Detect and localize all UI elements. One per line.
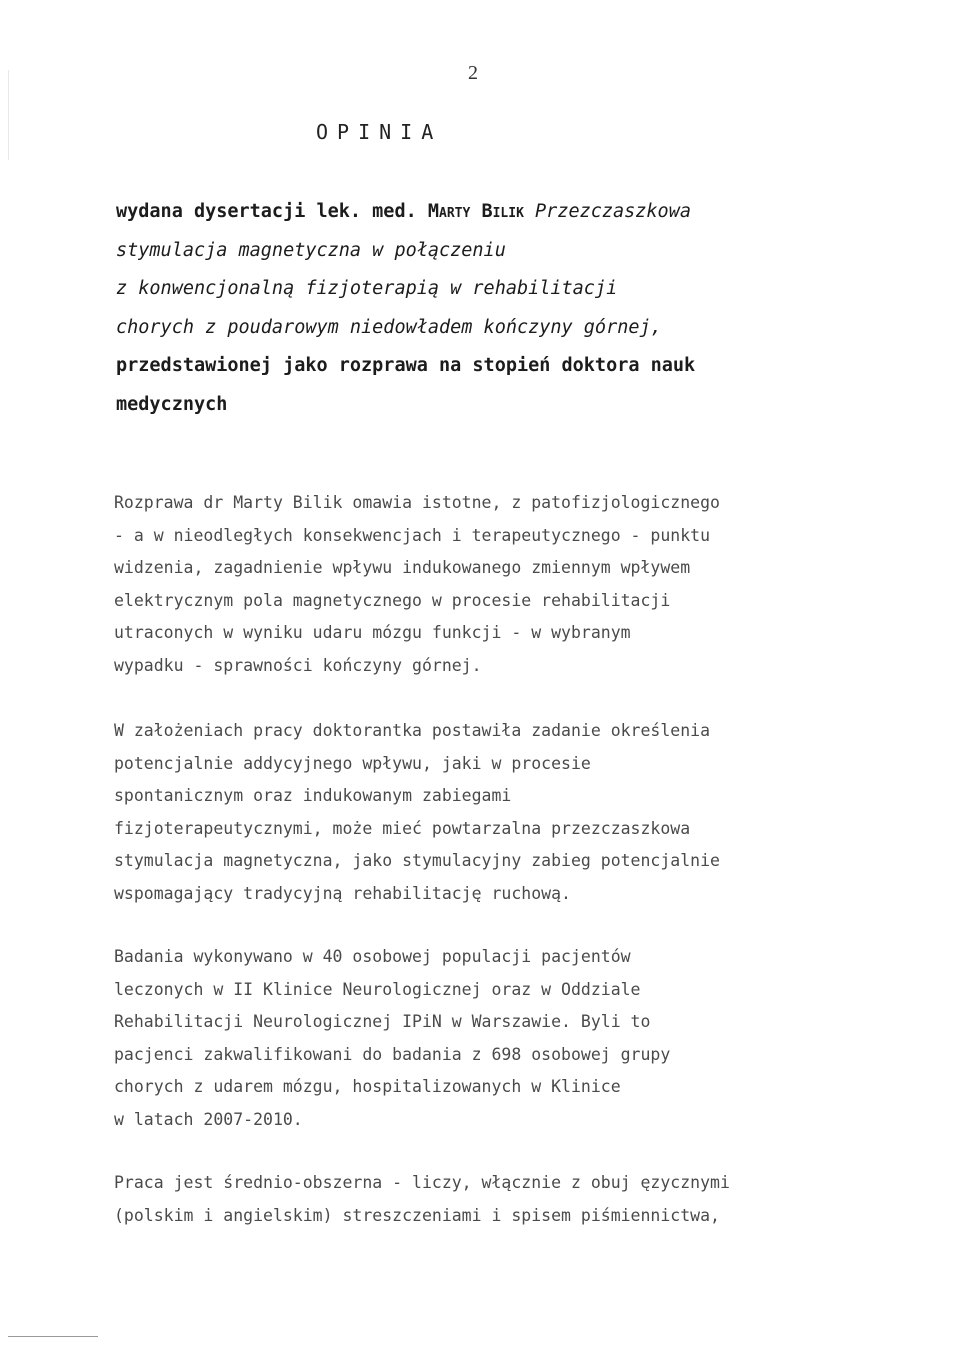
paragraph-line: elektrycznym pola magnetycznego w procesie rehabilitacji [114, 590, 671, 610]
paragraph-line: stymulacja magnetyczna, jako stymulacyjny zabieg potencjalnie [114, 851, 720, 870]
heading-line-1-start: wydana dysertacji lek. med. [116, 201, 428, 222]
paragraph-3 [114, 941, 854, 1136]
paragraph-line: w latach 2007-2010. [114, 1109, 303, 1129]
paragraph-line: Badania wykonywano w 40 osobowej populacji pacjentów [114, 947, 631, 966]
scan-edge-mark [8, 70, 9, 160]
footer-rule [8, 1336, 98, 1337]
heading-line-1-end: Przezczaszkowa [523, 201, 691, 222]
paragraph-2 [114, 715, 854, 910]
paragraph-line: chorych z udarem mózgu, hospitalizowanych w Klinice [114, 1077, 621, 1096]
author-name: Marty Bilik [427, 201, 524, 222]
paragraph-line: potencjalnie addycyjnego wpływu, jaki w procesie [114, 753, 591, 773]
heading-line-2: stymulacja magnetyczna w połączeniu [116, 239, 506, 261]
paragraph-line: wspomagający tradycyjną rehabilitację ruchową. [114, 883, 571, 903]
paragraph-line: pacjenci zakwalifikowani do badania z 698 osobowej grupy [114, 1044, 671, 1064]
paragraph-line: W założeniach pracy doktorantka postawiła zadanie określenia [114, 721, 711, 740]
paragraph-line: (polskim i angielskim) streszczeniami i spisem piśmiennictwa, [114, 1205, 720, 1225]
heading-line-1 [116, 193, 856, 232]
paragraph-1 [114, 487, 854, 682]
paragraph-line: Rozprawa dr Marty Bilik omawia istotne, z patofizjologicznego [114, 493, 720, 512]
paragraph-line: spontanicznym oraz indukowanym zabiegami [114, 786, 512, 805]
paragraph-line: - a w nieodległych konsekwencjach i terapeutycznego - punktu [114, 525, 711, 545]
heading-line-6: medycznych [116, 393, 228, 415]
page-number: 2 [468, 62, 478, 84]
heading-line-5: przedstawionej jako rozprawa na stopień doktora nauk [116, 355, 696, 376]
document-heading [116, 193, 856, 424]
paragraph-4 [114, 1167, 854, 1232]
document-title: OPINIA [316, 120, 443, 144]
paragraph-line: Praca jest średnio-obszerna - liczy, włącznie z obuj ęzycznymi [114, 1173, 730, 1192]
heading-line-4: chorych z poudarowym niedowładem kończyny górnej, [116, 316, 662, 338]
paragraph-line: fizjoterapeutycznymi, może mieć powtarzalna przezczaszkowa [114, 818, 691, 838]
paragraph-line: leczonych w II Klinice Neurologicznej oraz w Oddziale [114, 979, 641, 999]
heading-line-3: z konwencjonalną fizjoterapią w rehabilitacji [116, 278, 618, 299]
paragraph-line: widzenia, zagadnienie wpływu indukowanego zmiennym wpływem [114, 558, 691, 577]
paragraph-line: wypadku - sprawności kończyny górnej. [114, 655, 482, 675]
paragraph-line: utraconych w wyniku udaru mózgu funkcji - w wybranym [114, 623, 631, 642]
paragraph-line: Rehabilitacji Neurologicznej IPiN w Warszawie. Byli to [114, 1012, 651, 1031]
